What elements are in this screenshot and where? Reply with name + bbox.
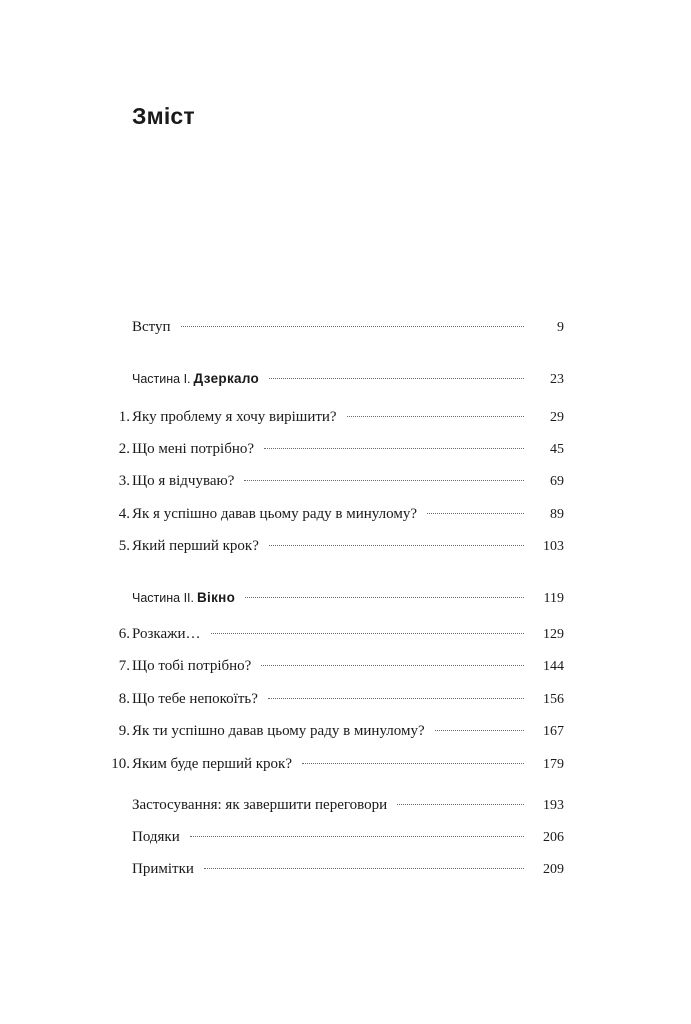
entry-label: Подяки	[132, 829, 180, 845]
part-heading	[132, 371, 259, 386]
entry-page-number: 29	[550, 410, 564, 425]
toc-entry-chapter-1	[92, 409, 564, 426]
entry-number: 8.	[118, 691, 130, 707]
dot-leader	[264, 448, 524, 449]
part-name: Вікно	[197, 590, 236, 605]
toc-entry-chapter-6	[92, 626, 564, 643]
entry-page-number: 103	[543, 539, 564, 554]
dot-leader	[245, 597, 524, 598]
toc-entry-chapter-4	[92, 506, 564, 523]
entry-label: Який перший крок?	[132, 538, 259, 554]
entry-label: Що тобі потрібно?	[132, 658, 252, 674]
toc-entry-chapter-7	[92, 658, 564, 675]
dot-leader	[397, 804, 524, 805]
entry-page-number: 193	[543, 798, 564, 813]
dot-leader	[347, 416, 524, 417]
entry-number: 9.	[118, 723, 130, 739]
toc-entry-part-1	[92, 371, 564, 388]
entry-page-number: 167	[543, 724, 564, 739]
part-prefix: Частина І.	[132, 372, 191, 386]
toc-entry-part-2	[92, 590, 564, 607]
toc-entry-notes	[92, 861, 564, 878]
dot-leader	[244, 480, 524, 481]
entry-label: Яку проблему я хочу вирішити?	[132, 409, 337, 425]
entry-label: Яким буде перший крок?	[132, 756, 292, 772]
dot-leader	[181, 326, 524, 327]
part-heading	[132, 590, 235, 605]
entry-page-number: 144	[543, 659, 564, 674]
entry-page-number: 89	[550, 507, 564, 522]
toc-entry-chapter-8	[92, 691, 564, 708]
dot-leader	[211, 633, 524, 634]
entry-number: 2.	[118, 441, 130, 457]
entry-label: Як ти успішно давав цьому раду в минулому?	[132, 723, 425, 739]
toc-entry-chapter-10	[92, 756, 564, 773]
entry-page-number: 156	[543, 692, 564, 707]
part-name: Дзеркало	[193, 371, 260, 386]
entry-page-number: 23	[550, 372, 564, 387]
entry-number: 1.	[118, 409, 130, 425]
toc-entry-chapter-9	[92, 723, 564, 740]
entry-number: 6.	[118, 626, 130, 642]
entry-label: Як я успішно давав цьому раду в минулому?	[132, 506, 417, 522]
toc-entry-acknowledgements	[92, 829, 564, 846]
toc-entry-intro	[92, 319, 564, 336]
entry-number: 3.	[118, 473, 130, 489]
dot-leader	[269, 545, 524, 546]
dot-leader	[269, 378, 524, 379]
entry-page-number: 9	[557, 320, 564, 335]
entry-page-number: 69	[550, 474, 564, 489]
toc-entry-application	[92, 797, 564, 814]
entry-label: Примітки	[132, 861, 194, 877]
entry-label: Розкажи…	[132, 626, 201, 642]
dot-leader	[302, 763, 524, 764]
entry-label: Що мені потрібно?	[132, 441, 255, 457]
entry-number: 10.	[111, 756, 130, 772]
dot-leader	[268, 698, 524, 699]
entry-number: 5.	[118, 538, 130, 554]
dot-leader	[427, 513, 524, 514]
entry-label: Що тебе непокоїть?	[132, 691, 258, 707]
entry-page-number: 179	[543, 757, 564, 772]
entry-label: Вступ	[132, 319, 171, 335]
part-prefix: Частина ІІ.	[132, 591, 194, 605]
page-title: Зміст	[132, 103, 195, 129]
entry-page-number: 209	[543, 862, 564, 877]
toc-entry-chapter-3	[92, 473, 564, 490]
entry-page-number: 119	[543, 591, 564, 606]
entry-page-number: 206	[543, 830, 564, 845]
dot-leader	[261, 665, 524, 666]
toc-entry-chapter-2	[92, 441, 564, 458]
toc-entry-chapter-5	[92, 538, 564, 555]
dot-leader	[435, 730, 524, 731]
entry-number: 4.	[118, 506, 130, 522]
entry-page-number: 129	[543, 627, 564, 642]
entry-number: 7.	[118, 658, 130, 674]
entry-label: Що я відчуваю?	[132, 473, 235, 489]
dot-leader	[204, 868, 524, 869]
dot-leader	[190, 836, 524, 837]
entry-label: Застосування: як завершити переговори	[132, 797, 388, 813]
entry-page-number: 45	[550, 442, 564, 457]
